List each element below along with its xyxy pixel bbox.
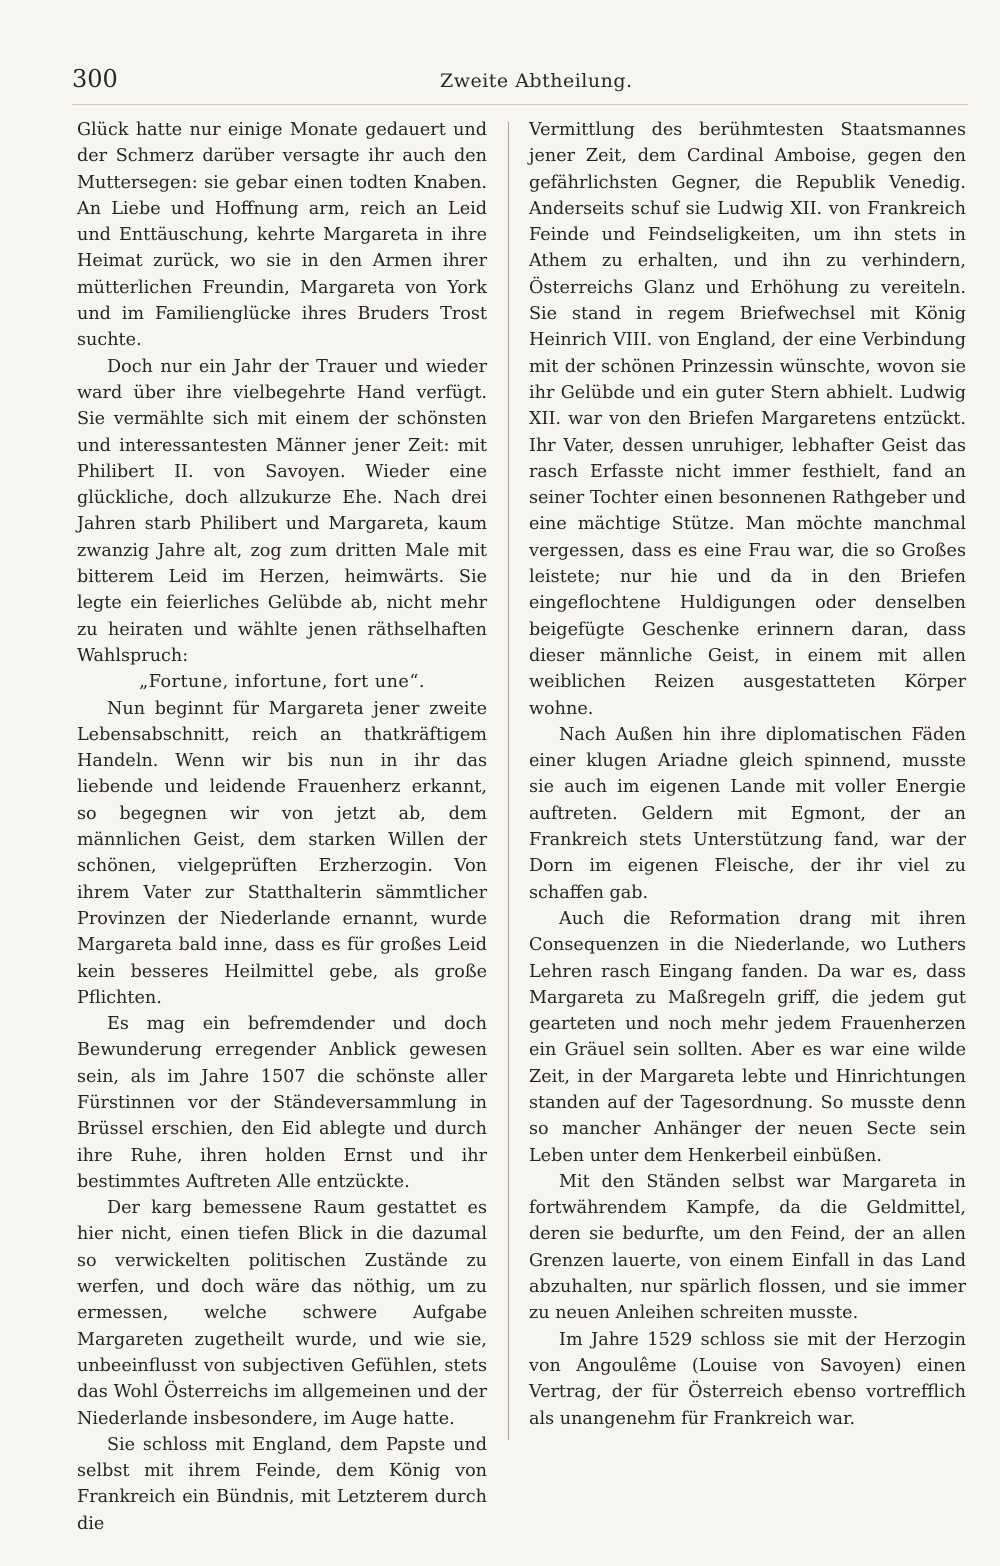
paragraph: Nun beginnt für Margareta jener zweite Lebensabschnitt, reich an thatkräftigem Handeln. Wenn wir bis nun in ihr das liebende und leidende Frauenherz erkannt, so begegnen wir von jetzt ab, dem männlichen Geist, dem starken Willen der schönen, vielgeprüften Erzherzogin. Von ihrem Vater zur Statthalterin sämmtlicher Provinzen der Niederlande ernannt, wurde Margareta bald inne, dass es für großes Leid kein besseres Heilmittel gebe, als große Pflichten. — [77, 698, 487, 1008]
paragraph: Es mag ein befremdender und doch Bewunderung erregender Anblick gewesen sein, als im Jahre 1507 die schönste aller Fürstinnen vor der Ständeversammlung in Brüssel erschien, den Eid ablegte und durch ihre Ruhe, ihren holden Ernst und ihr bestimmtes Auftreten Alle entzückte. — [77, 1014, 487, 1192]
paragraph: Nach Außen hin ihre diplomatischen Fäden einer klugen Ariadne gleich spinnend, musste sie auch im eigenen Lande mit voller Energie auftreten. Geldern mit Egmont, der an Frankreich stets Unterstützung fand, war der Dorn im eigenen Fleische, der ihr viel zu schaffen gab. — [529, 724, 966, 903]
page-number: 300 — [72, 65, 118, 93]
left-column — [77, 117, 487, 1537]
motto-quote: „Fortune, infortune, fort une“. — [139, 672, 425, 693]
header-rule — [72, 104, 968, 105]
paragraph: Sie schloss mit England, dem Papste und selbst mit ihrem Feinde, dem König von Frankreich ein Bündnis, mit Letzterem durch die — [77, 1434, 487, 1534]
paragraph: Der karg bemessene Raum gestattet es hier nicht, einen tiefen Blick in die dazumal so verwickelten politischen Zustände zu werfen, und doch wäre das nöthig, um zu ermessen, welche schwere Aufgabe Margareten zugetheilt wurde, und wie sie, unbeeinflusst von subjectiven Gefühlen, stets das Wohl Österreichs im allgemeinen und der Niederlande insbesondere, im Auge hatte. — [77, 1198, 487, 1429]
paragraph: Glück hatte nur einige Monate gedauert und der Schmerz darüber versagte ihr auch den Muttersegen: sie gebar einen todten Knaben. An Liebe und Hoffnung arm, reich an Leid und Enttäuschung, kehrte Margareta in ihre Heimat zurück, wo sie in den Armen ihrer mütterlichen Freundin, Margareta von York und im Familienglücke ihres Bruders Trost suchte. — [77, 120, 487, 351]
right-column — [529, 117, 966, 1432]
running-title: Zweite Abtheilung. — [440, 70, 633, 92]
paragraph: Auch die Reformation drang mit ihren Consequenzen in die Niederlande, wo Luthers Lehren rasch Eingang fanden. Da war es, dass Margareta zu Maßregeln griff, die jedem gut gearteten und noch mehr jedem Frauenherzen ein Gräuel sein sollten. Aber es war eine wilde Zeit, in der Margareta lebte und Hinrichtungen standen auf der Tagesordnung. So musste denn so mancher Anhänger der neuen Secte sein Leben unter dem Henkerbeil einbüßen. — [529, 908, 966, 1166]
paragraph: Im Jahre 1529 schloss sie mit der Herzogin von Angoulême (Louise von Savoyen) einen Vertrag, der für Österreich ebenso vortrefflich als unangenehm für Frankreich war. — [529, 1329, 966, 1429]
paragraph: Doch nur ein Jahr der Trauer und wieder ward über ihre vielbegehrte Hand verfügt. Sie vermählte sich mit einem der schönsten und interessantesten Männer jener Zeit: mit Philibert II. von Savoyen. Wieder eine glückliche, doch allzukurze Ehe. Nach drei Jahren starb Philibert und Margareta, kaum zwanzig Jahre alt, zog zum dritten Male mit bitterem Leid im Herzen, heimwärts. Sie legte ein feierliches Gelübde ab, nicht mehr zu heiraten und wählte jenen räthselhaften Wahlspruch: — [77, 356, 487, 666]
column-divider — [508, 122, 509, 1440]
paragraph: Mit den Ständen selbst war Margareta in fortwährendem Kampfe, da die Geldmittel, deren sie bedurfte, um den Feind, der an allen Grenzen lauerte, von einem Einfall in das Land abzuhalten, nur spärlich flossen, und sie immer zu neuen Anleihen schreiten musste. — [529, 1171, 966, 1324]
paragraph: Vermittlung des berühmtesten Staatsmannes jener Zeit, dem Cardinal Amboise, gegen den gefährlichsten Gegner, die Republik Venedig. Anderseits schuf sie Ludwig XII. von Frankreich Feinde und Feindseligkeiten, um ihn stets in Athem zu erhalten, und ihn zu verhindern, Österreichs Glanz und Erhöhung zu vereiteln. Sie stand in regem Briefwechsel mit König Heinrich VIII. von England, der eine Verbindung mit der schönen Prinzessin wünschte, wovon sie ihr Gelübde und ein guter Stern abhielt. Ludwig XII. war von den Briefen Margaretens entzückt. Ihr Vater, dessen unruhiger, lebhafter Geist das rasch Erfasste nicht immer festhielt, fand an seiner Tochter einen besonnenen Rathgeber und eine mächtige Stütze. Man möchte manchmal vergessen, dass es eine Frau war, die so Großes leistete; nur hie und da in den Briefen eingeflochtene Huldigungen oder denselben beigefügte Geschenke erinnern daran, dass dieser männliche Geist, in einem mit allen weiblichen Reizen ausgestatteten Körper wohne. — [529, 120, 966, 719]
